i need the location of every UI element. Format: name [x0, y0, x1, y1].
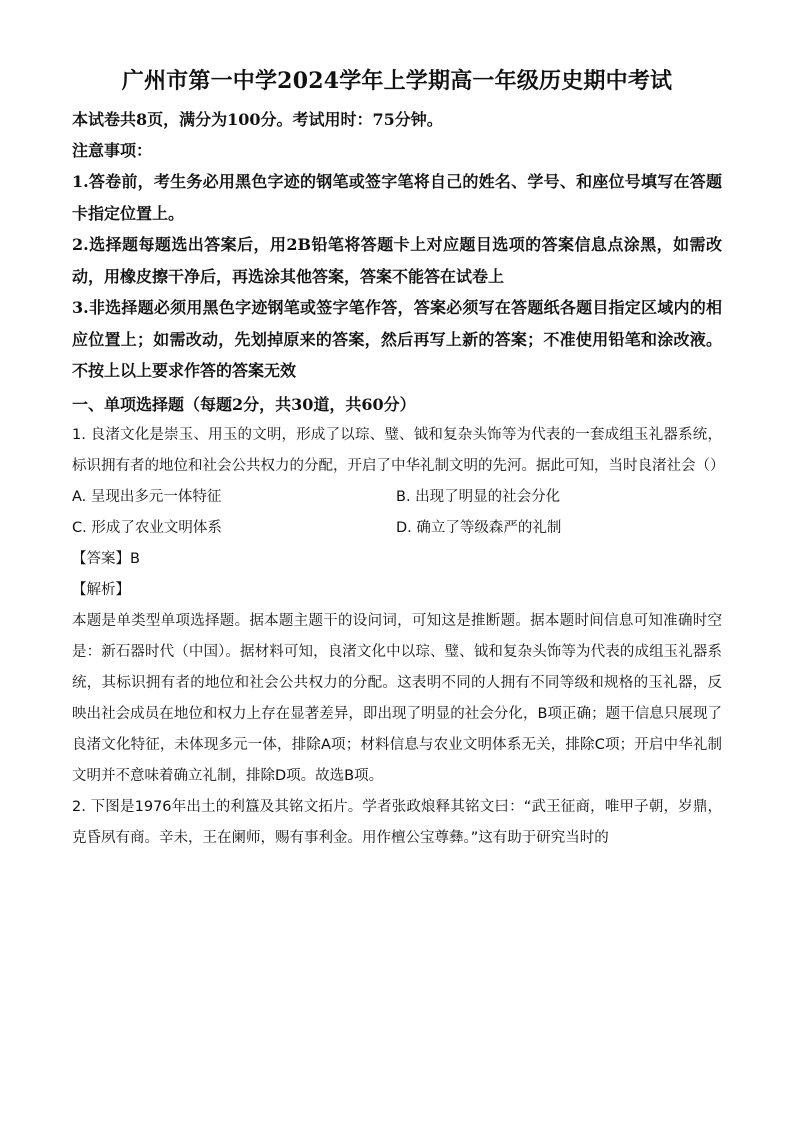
page-title: 广州市第一中学2024学年上学期高一年级历史期中考试 — [121, 68, 673, 94]
section-heading: 一、单项选择题（每题2分，共30道，共60分） — [72, 394, 416, 414]
notice-item-1: 1.答卷前，考生务必用黑色字迹的钢笔或签字笔将自己的姓名、学号、和座位号填写在答题卡指定位置上。 — [72, 172, 722, 223]
notice-item-3: 3.非选择题必须用黑色字迹钢笔或签字笔作答，答案必须写在答题纸各题目指定区域内的相应位置上；如需改动，先划掉原来的答案，然后再写上新的答案；不准使用铅笔和涂改液。不按上以上要求作答的答案无效 — [72, 298, 722, 380]
exam-intro: 本试卷共8页，满分为100分。考试用时：75分钟。 — [72, 110, 443, 129]
analysis-label: 【解析】 — [72, 581, 130, 598]
analysis-text: 本题是单类型单项选择题。据本题主题干的设问词，可知这是推断题。据本题时间信息可知准确时空是：新石器时代（中国）。据材料可知，良渚文化中以琮、璧、钺和复杂头饰等为代表的成组玉礼器系统，其标识拥有者的地位和社会公共权力的分配。这表明不同的人拥有不同等级和规格的玉礼器，反映出社会成员在地位和权力上存在显著差异，即出现了明显的社会分化，B项正确；题干信息只展现了良渚文化特征，未体现多元一体，排除A项；材料信息与农业文明体系无关，排除C项；开启中华礼制文明并不意味着确立礼制，排除D项。故选B项。 — [72, 612, 722, 784]
option-b: B. 出现了明显的社会分化 — [396, 488, 561, 505]
notice-title: 注意事项： — [72, 141, 153, 160]
answer: 【答案】B — [72, 550, 140, 567]
notice-item-2: 2.选择题每题选出答案后，用2B铅笔将答题卡上对应题目选项的答案信息点涂黑，如需改动，用橡皮擦干净后，再选涂其他答案，答案不能答在试卷上 — [72, 235, 722, 286]
question-1-stem: 1. 良渚文化是崇玉、用玉的文明，形成了以琮、璧、钺和复杂头饰等为代表的一套成组玉礼器系统，标识拥有者的地位和社会公共权力的分配，开启了中华礼制文明的先河。据此可知，当时良渚社会（） — [72, 426, 725, 474]
question-2-stem: 2. 下图是1976年出土的利簋及其铭文拓片。学者张政烺释其铭文曰：“武王征商，唯甲子朝，岁鼎，克昏夙有商。辛未，王在阑师，赐有事利金。用作檀公宝尊彝。”这有助于研究当时的 — [72, 798, 722, 846]
option-c: C. 形成了农业文明体系 — [72, 519, 222, 536]
option-d: D. 确立了等级森严的礼制 — [396, 519, 562, 536]
option-a: A. 呈现出多元一体特征 — [72, 488, 222, 505]
question-1-options — [72, 482, 722, 544]
